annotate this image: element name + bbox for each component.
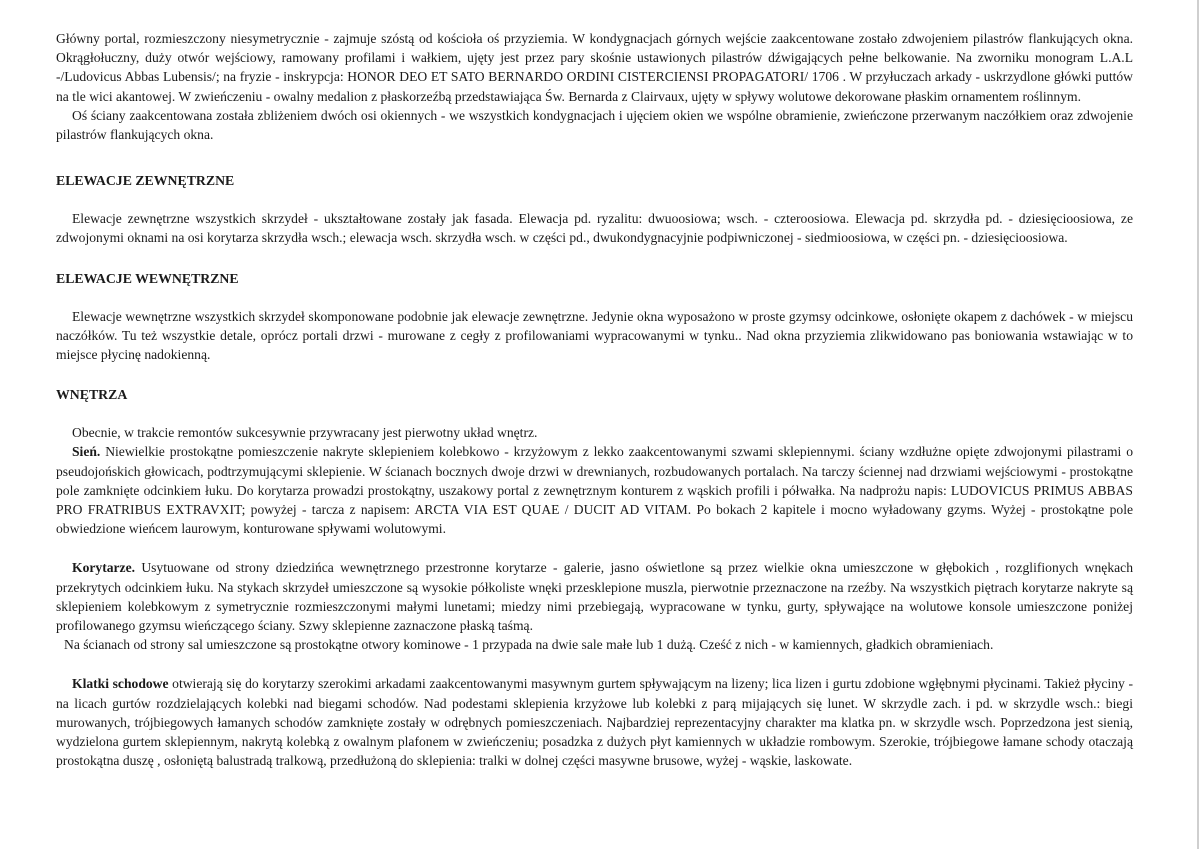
label-sien: Sień. bbox=[72, 444, 101, 460]
text-klatki-schodowe: otwierają się do korytarzy szerokimi arkadami zaakcentowanymi masywnym gurtem spływającym na lizeny; lica lizen i gurtu zdobione wgłębnymi płycinami. Takież płyciny - na licach gurtów rozdzielających kolebki nad biegami schodów. Nad podestami sklepienia krzyżowe lub kolebki z parą mijających się lunet. W skrzydle zach. i pd. w skrzydle wsch.: biegi murowanych, trójbiegowych łamanych schodów zamknięte zostały w odrębnych pomieszczeniach. Najbardziej reprezentacyjny charakter ma klatka pn. w skrzydle wsch. Poprzedzona jest sienią, wydzielona gurtem sklepiennym, nakrytą kolebką z owalnym plafonem w zwieńczeniu; posadzka z dużych płyt kamiennych w układzie rombowym. Szerokie, trójbiegowe łamane schody otaczają prostokątna duszę , osłoniętą balustradą tralkową, przedłużoną do sklepienia: tralki w dolnej części masywne brusowe, wyżej - wąskie, laskowate. bbox=[56, 676, 1133, 769]
paragraph-klatki-schodowe bbox=[56, 674, 1133, 770]
paragraph-korytarze-kominy: Na ścianach od strony sal umieszczone są prostokątne otwory kominowe - 1 przypada na dwie sale małe lub 1 dużą. Cześć z nich - w kamiennych, gładkich obramieniach. bbox=[64, 637, 994, 653]
label-korytarze: Korytarze. bbox=[72, 560, 136, 576]
paragraph-sien bbox=[56, 442, 1133, 538]
intro-paragraph-portal: Główny portal, rozmieszczony niesymetrycznie - zajmuje szóstą od kościoła oś przyziemia. W kondygnacjach górnych wejście zaakcentowane zostało zdwojeniem pilastrów flankujących okna. Okrągłołuczny, duży otwór wejściowy, ramowany profilami i wałkiem, ujęty jest przez pary skośnie ustawionych pilastrów dźwigających pełne belkowanie. Na zworniku monogram L.A.L -/Ludovicus Abbas Lubensis/; na fryzie - inskrypcja: HONOR DEO ET SATO BERNARDO ORDINI CISTERCIENSI PROPAGATORI/ 1706 . W przyłuczach arkady - uskrzydlone główki puttów na tle wici akantowej. W zwieńczeniu - owalny medalion z płaskorzeźbą przedstawiająca Św. Bernarda z Clairvaux, ujęty w spływy wolutowe dekorowane płaskim ornamentem roślinnym. bbox=[56, 31, 1133, 104]
paragraph-elewacje-wewnetrzne: Elewacje wewnętrzne wszystkich skrzydeł skomponowane podobnie jak elewacje zewnętrzne. Jedynie okna wyposażono w proste gzymsy odcinkowe, osłonięte okapem z dachówek - w miejscu naczółków. Tu też wszystkie detale, oprócz portali drzwi - murowane z cegły z profilowaniami wypracowanymi w tynku.. Nad okna przyziemia zlikwidowano pas boniowania wstawiając w to miejsce płycinę nadokienną. bbox=[56, 308, 1133, 363]
intro-paragraph-axis: Oś ściany zaakcentowana została zbliżeniem dwóch osi okiennych - we wszystkich kondygnacjach i ujęciem okien we wspólne obramienie, zwieńczone przerwanym naczółkiem oraz zdwojenie pilastrów flankujących okna. bbox=[56, 107, 1133, 143]
paragraph-korytarze bbox=[56, 558, 1133, 635]
heading-wnetrza: WNĘTRZA bbox=[56, 387, 128, 403]
heading-elewacje-zewnetrzne: ELEWACJE ZEWNĘTRZNE bbox=[56, 173, 235, 189]
text-korytarze: Usytuowane od strony dziedzińca wewnętrznego przestronne korytarze - galerie, jasno oświetlone są przez wielkie okna umieszczone w głębokich , rozglifionych wnękach przekrytych odcinkiem łuku. Na stykach skrzydeł umieszczone są wysokie półkoliste wnęki przesklepione muszla, pierwotnie przeznaczone na rzeźby. Na wszystkich piętrach korytarze nakryte są sklepieniem kolebkowym z symetrycznie rozmieszczonymi małymi lunetami; miedzy nimi przebiegają, wypracowane w tynku, gurty, spływające na wolutowe konsole umieszczone poniżej profilowanego gzymsu wieńczącego ściany. Szwy sklepienne zaznaczone płaską taśmą. bbox=[56, 560, 1133, 634]
label-klatki-schodowe: Klatki schodowe bbox=[72, 676, 169, 692]
heading-elewacje-wewnetrzne: ELEWACJE WEWNĘTRZNE bbox=[56, 270, 239, 286]
paragraph-elewacje-zewnetrzne: Elewacje zewnętrzne wszystkich skrzydeł - ukształtowane zostały jak fasada. Elewacja pd. ryzalitu: dwuoosiowa; wsch. - czteroosiowa. Elewacja pd. skrzydła pd. - dziesięcioosiowa, ze zdwojonymi oknami na osi korytarza skrzydła wsch.; elewacja wsch. skrzydła wsch. w części pd., dwukondygnacyjnie podpiwniczonej - siedmioosiowa, w części pn. - dziesięcioosiowa. bbox=[56, 211, 1133, 246]
text-sien: Niewielkie prostokątne pomieszczenie nakryte sklepieniem kolebkowo - krzyżowym z lekko zaakcentowanymi szwami sklepiennymi. ściany wzdłużne opięte zdwojonymi pilastrami o pseudojońskich głowicach, podtrzymującymi sklepienie. W ścianach bocznych dwoje drzwi w drewnianych, rozbudowanych portalach. Na tarczy ściennej nad drzwiami wejściowymi - prostokątne pole zamknięte odcinkiem łuku. Do korytarza prowadzi prostokątny, uszakowy portal z zewnętrznym konturem z wąskich profili i półwałka. Na nadprożu napis: LUDOVICUS PRIMUS ABBAS PRO FRATRIBUS EXTRAVXIT; powyżej - tarcza z napisem: ARCTA VIA EST QUAE / DUCIT AD VITAM. Po bokach 2 kapitele i mocno wyładowany gzyms. Wyżej - prostokątne pole obwiedzione wieńcem laurowym, konturowane spływami wolutowymi. bbox=[56, 444, 1133, 537]
paragraph-wnetrza-intro: Obecnie, w trakcie remontów sukcesywnie przywracany jest pierwotny układ wnętrz. bbox=[72, 425, 538, 441]
